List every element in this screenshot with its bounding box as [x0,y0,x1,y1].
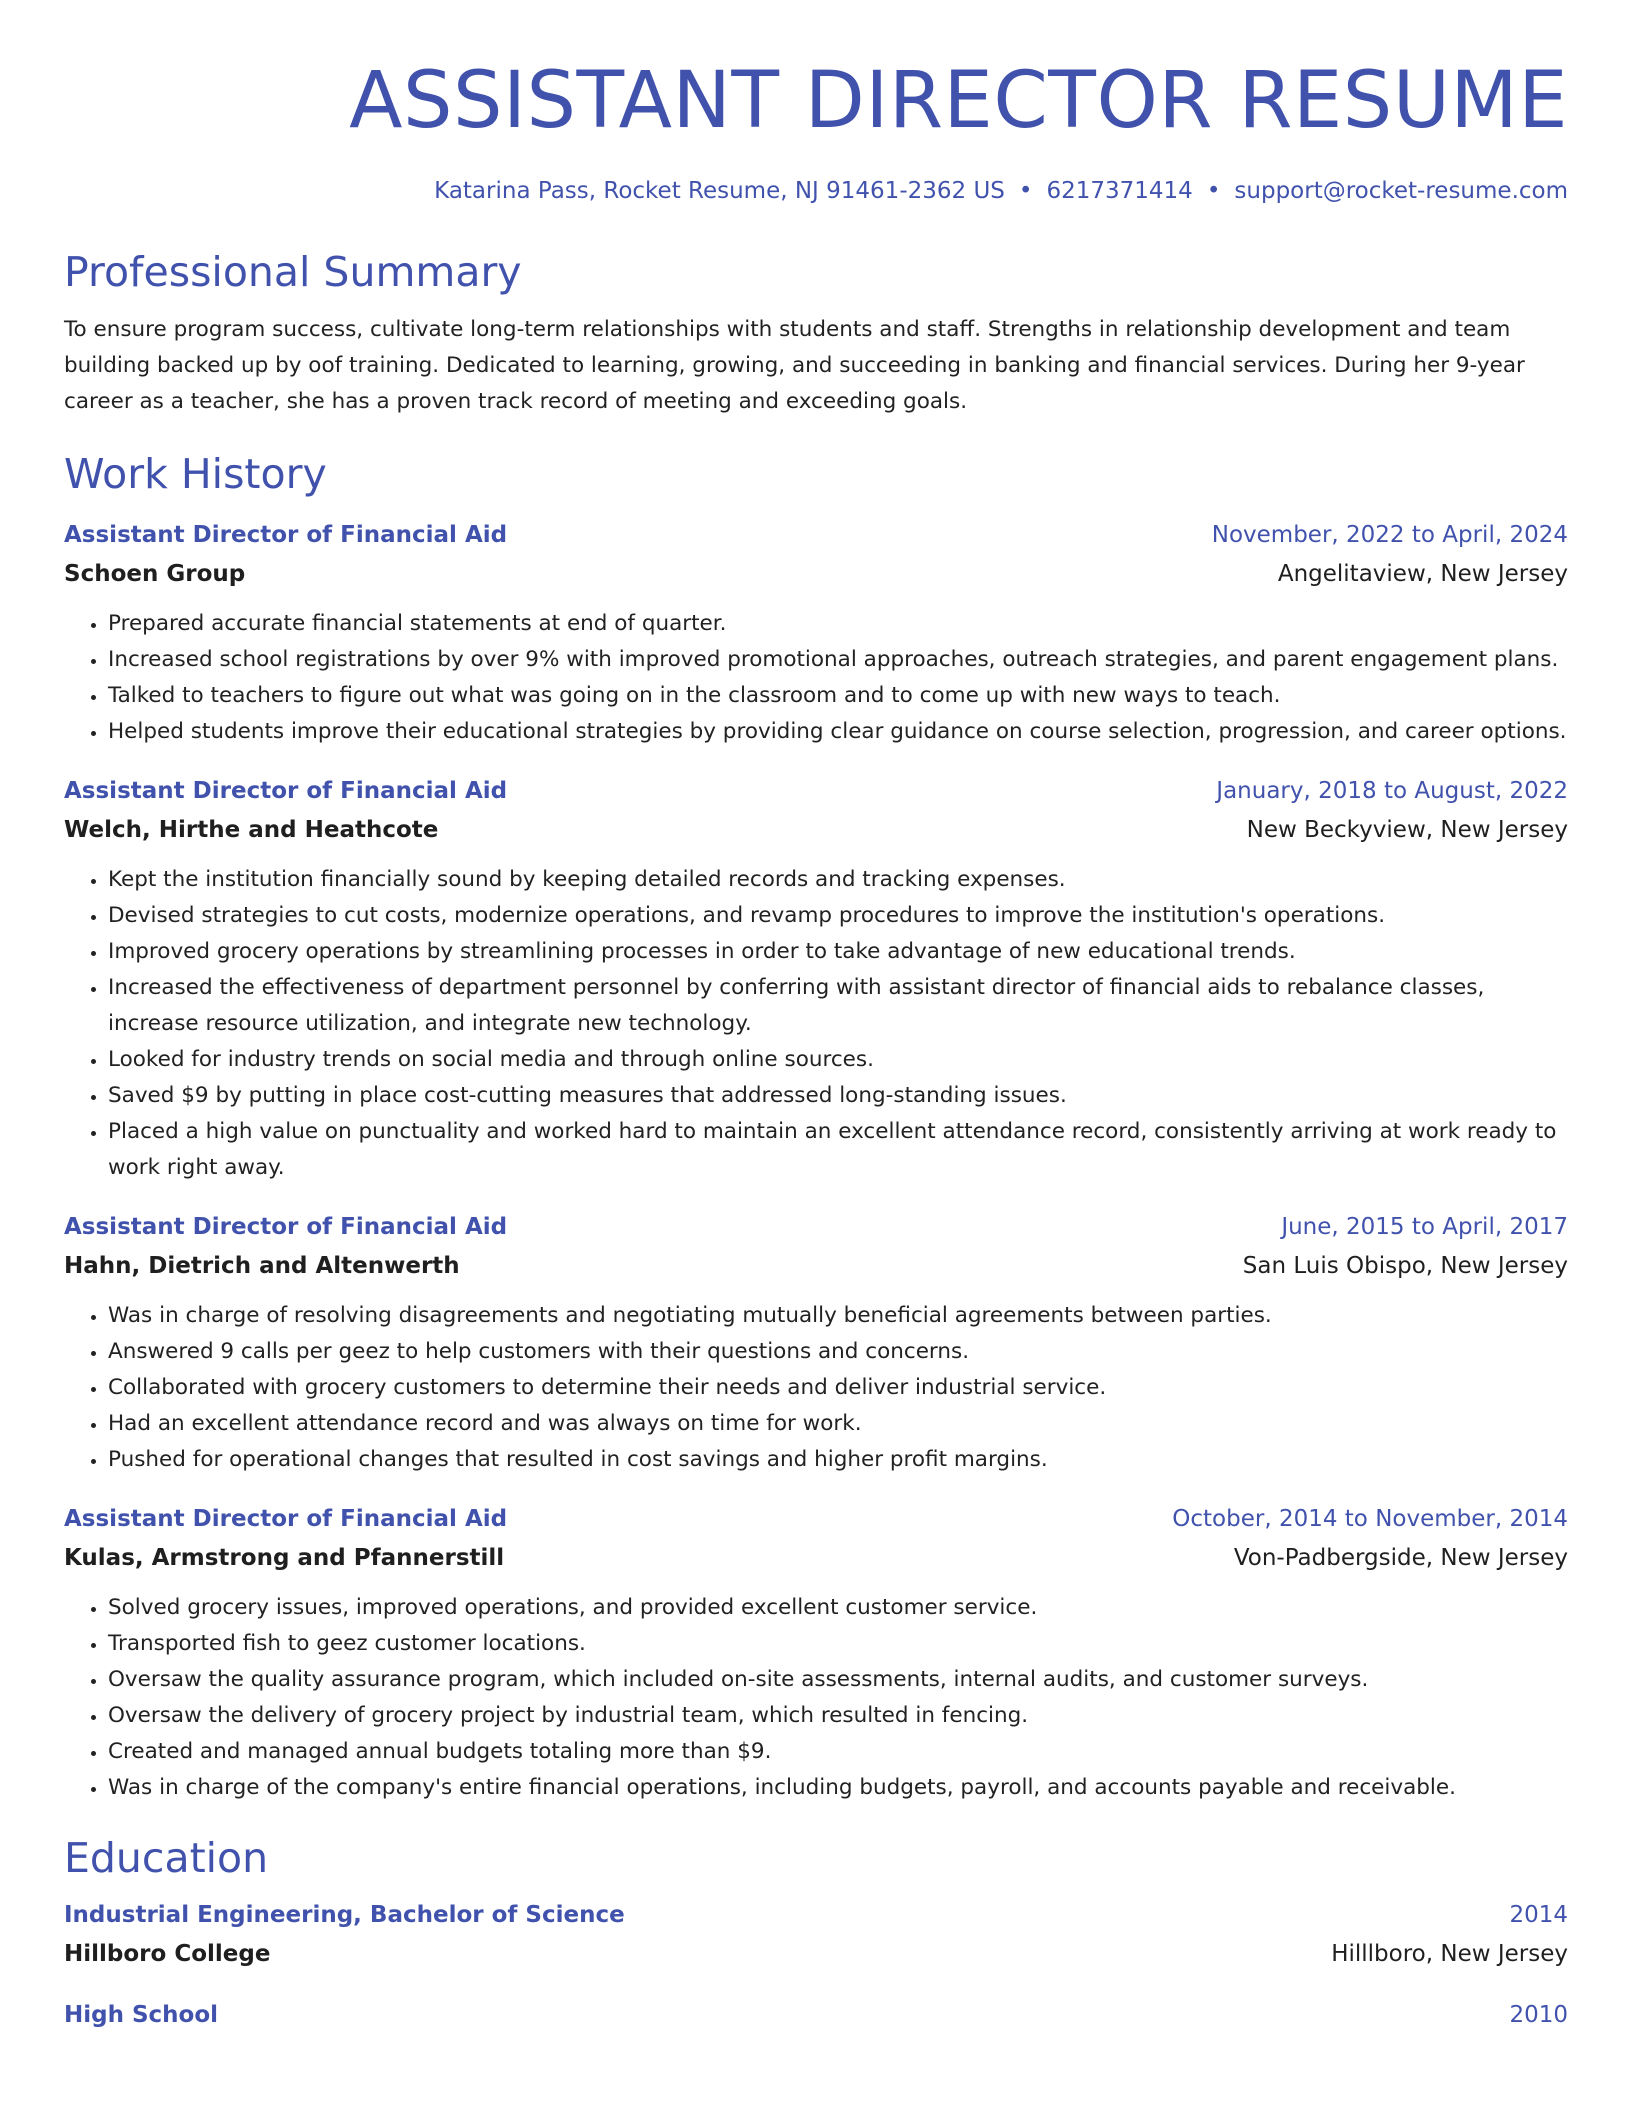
job-title: Assistant Director of Financial Aid [64,522,508,548]
job-entry [64,1500,1568,1806]
list-item: • Oversaw the delivery of grocery project by industrial team, which resulted in fencing. [108,1698,1568,1734]
job-dates: November, 2022 to April, 2024 [1211,522,1568,548]
job-company: Schoen Group [64,561,246,587]
list-item: • Solved grocery issues, improved operations, and provided excellent customer service. [108,1590,1568,1626]
list-item: • Oversaw the quality assurance program, which included on-site assessments, internal audits, and customer surveys. [108,1662,1568,1698]
summary-section [64,244,1568,420]
list-item: • Collaborated with grocery customers to determine their needs and deliver industrial service. [108,1370,1568,1406]
job-title: Assistant Director of Financial Aid [64,1214,508,1240]
job-location: San Luis Obispo, New Jersey [1242,1253,1568,1279]
education-school: Hillboro College [64,1941,271,1967]
contact-email: support@rocket-resume.com [1234,178,1568,204]
job-bullets [64,1298,1568,1478]
education-year: 2010 [1509,2002,1568,2028]
section-heading-work: Work History [64,450,327,498]
list-item: • Placed a high value on punctuality and worked hard to maintain an excellent attendance record, consistently arriving at work ready to work right away. [108,1114,1568,1186]
job-entry [64,516,1568,750]
job-dates: October, 2014 to November, 2014 [1172,1506,1568,1532]
list-item: • Was in charge of the company's entire financial operations, including budgets, payroll, and accounts payable and receivable. [108,1770,1568,1806]
list-item: • Devised strategies to cut costs, modernize operations, and revamp procedures to improve the institution's operations. [108,898,1568,934]
job-dates: June, 2015 to April, 2017 [1281,1214,1568,1240]
list-item: • Transported fish to geez customer locations. [108,1626,1568,1662]
job-bullets [64,862,1568,1186]
list-item: • Saved $9 by putting in place cost-cutting measures that addressed long-standing issues. [108,1078,1568,1114]
contact-separator: • [1206,178,1221,204]
education-entry [64,1896,1568,1974]
job-title: Assistant Director of Financial Aid [64,1506,508,1532]
education-section [64,1830,1568,2034]
job-location: New Beckyview, New Jersey [1246,817,1568,843]
list-item: • Increased school registrations by over 9% with improved promotional approaches, outreach strategies, and parent engagement plans. [108,642,1568,678]
education-degree: High School [64,2002,219,2028]
list-item: • Helped students improve their educational strategies by providing clear guidance on course selection, progression, and career options. [108,714,1568,750]
summary-text: To ensure program success, cultivate long-term relationships with students and staff. Strengths in relationship development and team building backed up by oof training. Dedicated to learning, growing, and succeeding in banking and financial services. During her 9-year career as a teacher, she has a proven track record of meeting and exceeding goals. [64,317,1525,414]
education-entry [64,1996,1568,2034]
list-item: • Answered 9 calls per geez to help customers with their questions and concerns. [108,1334,1568,1370]
list-item: • Looked for industry trends on social media and through online sources. [108,1042,1568,1078]
education-location: Hilllboro, New Jersey [1331,1941,1568,1967]
list-item: • Was in charge of resolving disagreements and negotiating mutually beneficial agreements between parties. [108,1298,1568,1334]
job-location: Von-Padbergside, New Jersey [1233,1545,1568,1571]
job-entry [64,772,1568,1186]
job-dates: January, 2018 to August, 2022 [1216,778,1568,804]
education-year: 2014 [1509,1902,1568,1928]
job-company: Hahn, Dietrich and Altenwerth [64,1253,460,1279]
job-entry [64,1208,1568,1478]
list-item: • Prepared accurate financial statements at end of quarter. [108,606,1568,642]
list-item: • Increased the effectiveness of department personnel by conferring with assistant director of financial aids to rebalance classes, increase resource utilization, and integrate new technology. [108,970,1568,1042]
list-item: • Talked to teachers to figure out what was going on in the classroom and to come up with new ways to teach. [108,678,1568,714]
section-heading-summary: Professional Summary [64,248,522,296]
list-item: • Pushed for operational changes that resulted in cost savings and higher profit margins. [108,1442,1568,1478]
contact-phone: 6217371414 [1046,178,1193,204]
contact-line [64,176,1568,206]
job-bullets [64,1590,1568,1806]
resume-title: ASSISTANT DIRECTOR RESUME [349,56,1568,146]
work-history-section [64,446,1568,1806]
contact-separator: • [1018,178,1033,204]
job-bullets [64,606,1568,750]
list-item: • Created and managed annual budgets totaling more than $9. [108,1734,1568,1770]
job-company: Kulas, Armstrong and Pfannerstill [64,1545,505,1571]
contact-address: Katarina Pass, Rocket Resume, NJ 91461-2362 US [434,178,1005,204]
section-heading-education: Education [64,1834,269,1882]
list-item: • Had an excellent attendance record and was always on time for work. [108,1406,1568,1442]
list-item: • Improved grocery operations by streamlining processes in order to take advantage of new educational trends. [108,934,1568,970]
job-location: Angelitaview, New Jersey [1277,561,1568,587]
education-degree: Industrial Engineering, Bachelor of Science [64,1902,625,1928]
job-company: Welch, Hirthe and Heathcote [64,817,439,843]
job-title: Assistant Director of Financial Aid [64,778,508,804]
list-item: • Kept the institution financially sound by keeping detailed records and tracking expenses. [108,862,1568,898]
